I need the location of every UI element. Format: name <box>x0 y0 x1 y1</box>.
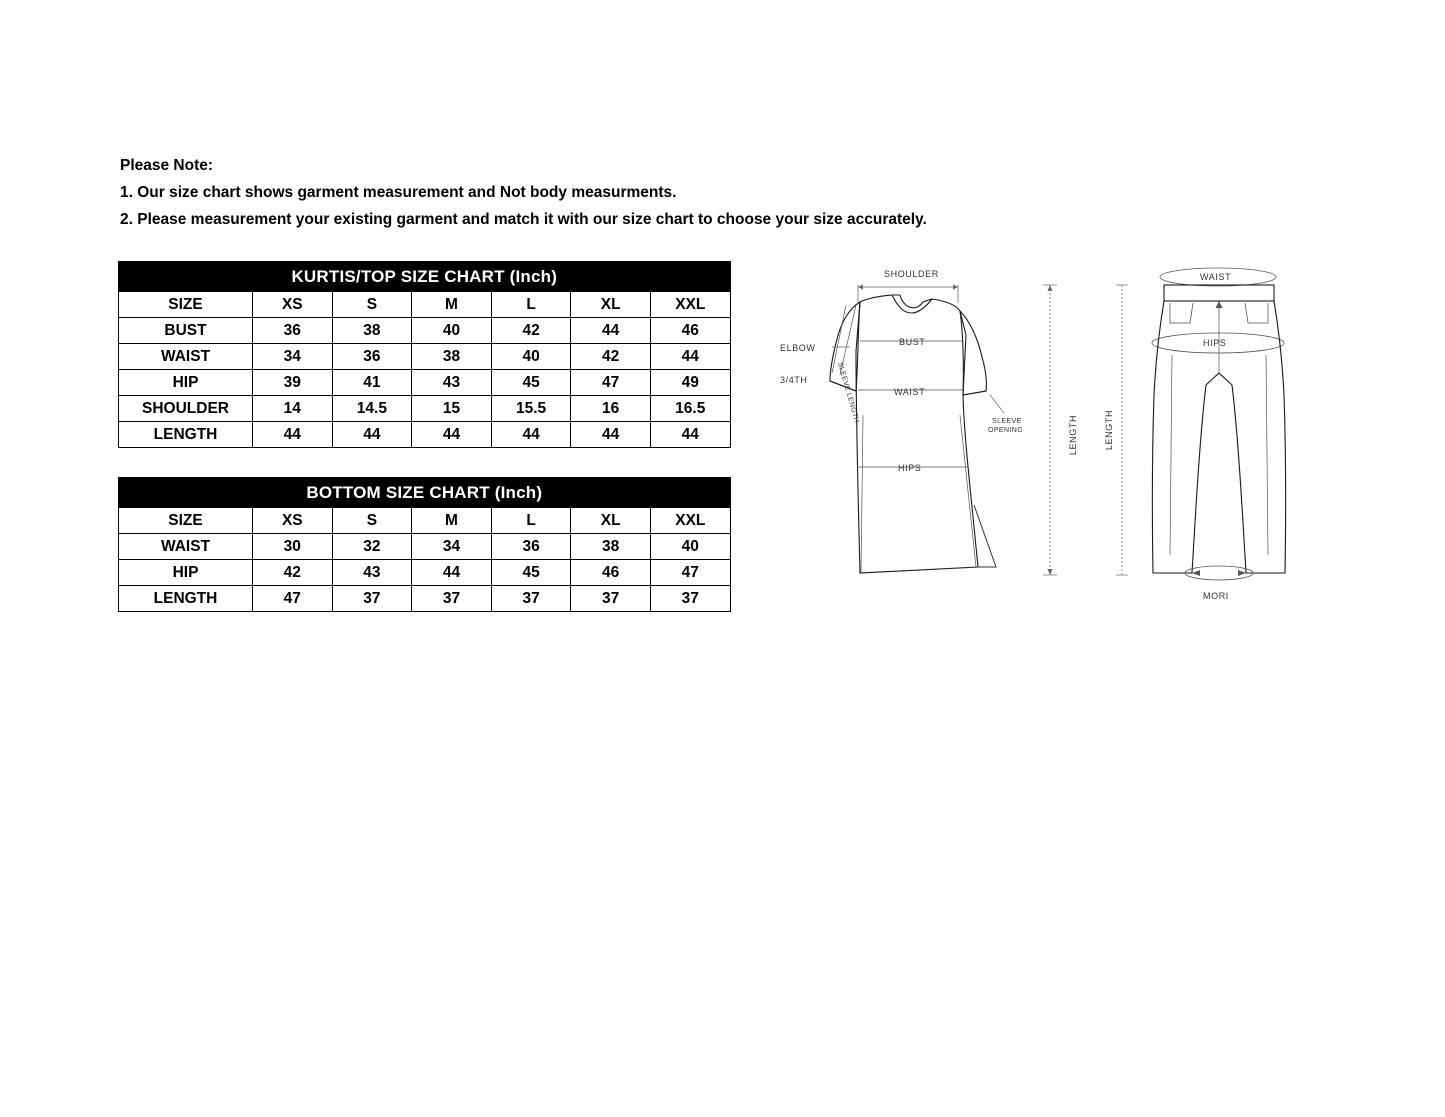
table-row <box>119 586 731 612</box>
row-label-hip: HIP <box>119 370 253 396</box>
cell-hip-xxl: 49 <box>650 370 730 396</box>
cell-hip-s: 41 <box>332 370 412 396</box>
cell-length-xs: 47 <box>253 586 333 612</box>
cell-length-xxl: 37 <box>650 586 730 612</box>
header-size-l: L <box>491 292 571 318</box>
cell-hip-xs: 39 <box>253 370 333 396</box>
cell-waist-m: 34 <box>412 534 492 560</box>
header-size-l: L <box>491 508 571 534</box>
bottom-size-chart-table <box>118 477 731 612</box>
cell-length-m: 44 <box>412 422 492 448</box>
cell-hip-m: 43 <box>412 370 492 396</box>
cell-shoulder-l: 15.5 <box>491 396 571 422</box>
cell-waist-l: 36 <box>491 534 571 560</box>
cell-hip-xs: 42 <box>253 560 333 586</box>
notes-heading: Please Note: <box>120 157 214 174</box>
notes-line-2: 2. Please measurement your existing garment and match it with our size chart to choose your size accurately. <box>120 211 927 228</box>
cell-hip-m: 44 <box>412 560 492 586</box>
cell-hip-l: 45 <box>491 370 571 396</box>
table-row <box>119 318 731 344</box>
label-shoulder: SHOULDER <box>884 269 939 279</box>
header-size-xl: XL <box>571 508 651 534</box>
notes-line-1: 1. Our size chart shows garment measurement and Not body measurments. <box>120 184 677 201</box>
cell-waist-xl: 42 <box>571 344 651 370</box>
cell-length-l: 37 <box>491 586 571 612</box>
table-header-row <box>119 292 731 318</box>
cell-length-xs: 44 <box>253 422 333 448</box>
notes-block <box>120 152 1120 233</box>
header-size-xxl: XXL <box>650 292 730 318</box>
bottom-size-chart-block <box>118 477 730 612</box>
row-label-hip: HIP <box>119 560 253 586</box>
header-size-m: M <box>412 508 492 534</box>
cell-waist-s: 32 <box>332 534 412 560</box>
header-size-xxl: XXL <box>650 508 730 534</box>
cell-waist-m: 38 <box>412 344 492 370</box>
bottom-diagram-labels <box>1104 272 1231 601</box>
header-size-s: S <box>332 292 412 318</box>
table-title-row <box>119 262 731 292</box>
cell-bust-s: 38 <box>332 318 412 344</box>
cell-length-l: 44 <box>491 422 571 448</box>
cell-shoulder-xl: 16 <box>571 396 651 422</box>
header-size-m: M <box>412 292 492 318</box>
cell-waist-xxl: 40 <box>650 534 730 560</box>
label-sleeve-opening-2: OPENING <box>988 427 1024 434</box>
label-waist: WAIST <box>894 387 926 397</box>
cell-length-xxl: 44 <box>650 422 730 448</box>
header-size-xl: XL <box>571 292 651 318</box>
label-bottom-waist: WAIST <box>1200 272 1232 282</box>
cell-length-xl: 37 <box>571 586 651 612</box>
cell-waist-l: 40 <box>491 344 571 370</box>
cell-shoulder-xs: 14 <box>253 396 333 422</box>
label-length: LENGTH <box>1068 414 1078 456</box>
cell-bust-xs: 36 <box>253 318 333 344</box>
label-bottom-mori: MORI <box>1203 591 1229 601</box>
cell-bust-m: 40 <box>412 318 492 344</box>
cell-length-s: 37 <box>332 586 412 612</box>
table-row <box>119 396 731 422</box>
label-bottom-hips: HIPS <box>1203 338 1227 348</box>
header-size-label: SIZE <box>119 508 253 534</box>
row-label-bust: BUST <box>119 318 253 344</box>
cell-waist-xs: 34 <box>253 344 333 370</box>
table-title-row <box>119 478 731 508</box>
cell-hip-xl: 46 <box>571 560 651 586</box>
cell-bust-xl: 44 <box>571 318 651 344</box>
garment-diagrams-svg <box>760 255 1320 615</box>
table-row <box>119 344 731 370</box>
cell-length-m: 37 <box>412 586 492 612</box>
table-row <box>119 370 731 396</box>
table-row <box>119 534 731 560</box>
table-row <box>119 560 731 586</box>
cell-length-s: 44 <box>332 422 412 448</box>
cell-shoulder-m: 15 <box>412 396 492 422</box>
label-three-quarter: 3/4TH <box>780 375 808 385</box>
kurtis-size-chart-block <box>118 261 730 448</box>
row-label-length: LENGTH <box>119 586 253 612</box>
header-size-s: S <box>332 508 412 534</box>
row-label-length: LENGTH <box>119 422 253 448</box>
cell-length-xl: 44 <box>571 422 651 448</box>
label-elbow: ELBOW <box>780 343 816 353</box>
bottom-diagram <box>1116 268 1286 580</box>
cell-waist-xxl: 44 <box>650 344 730 370</box>
cell-shoulder-s: 14.5 <box>332 396 412 422</box>
label-hips: HIPS <box>898 463 922 473</box>
cell-hip-l: 45 <box>491 560 571 586</box>
cell-waist-s: 36 <box>332 344 412 370</box>
bottom-chart-title: BOTTOM SIZE CHART (Inch) <box>119 478 731 508</box>
label-bottom-length: LENGTH <box>1104 409 1114 451</box>
row-label-waist: WAIST <box>119 344 253 370</box>
cell-waist-xs: 30 <box>253 534 333 560</box>
cell-hip-xl: 47 <box>571 370 651 396</box>
table-row <box>119 422 731 448</box>
kurtis-chart-title: KURTIS/TOP SIZE CHART (Inch) <box>119 262 731 292</box>
label-sleeve-opening-1: SLEEVE <box>992 418 1022 425</box>
row-label-waist: WAIST <box>119 534 253 560</box>
label-bust: BUST <box>899 337 926 347</box>
label-sleeve-length: SLEEVE LENGTH <box>836 361 861 424</box>
cell-waist-xl: 38 <box>571 534 651 560</box>
cell-hip-s: 43 <box>332 560 412 586</box>
illustration-area <box>760 255 1320 615</box>
cell-hip-xxl: 47 <box>650 560 730 586</box>
cell-bust-xxl: 46 <box>650 318 730 344</box>
header-size-xs: XS <box>253 292 333 318</box>
header-size-xs: XS <box>253 508 333 534</box>
kurtis-size-chart-table <box>118 261 731 448</box>
cell-shoulder-xxl: 16.5 <box>650 396 730 422</box>
header-size-label: SIZE <box>119 292 253 318</box>
table-header-row <box>119 508 731 534</box>
row-label-shoulder: SHOULDER <box>119 396 253 422</box>
cell-bust-l: 42 <box>491 318 571 344</box>
